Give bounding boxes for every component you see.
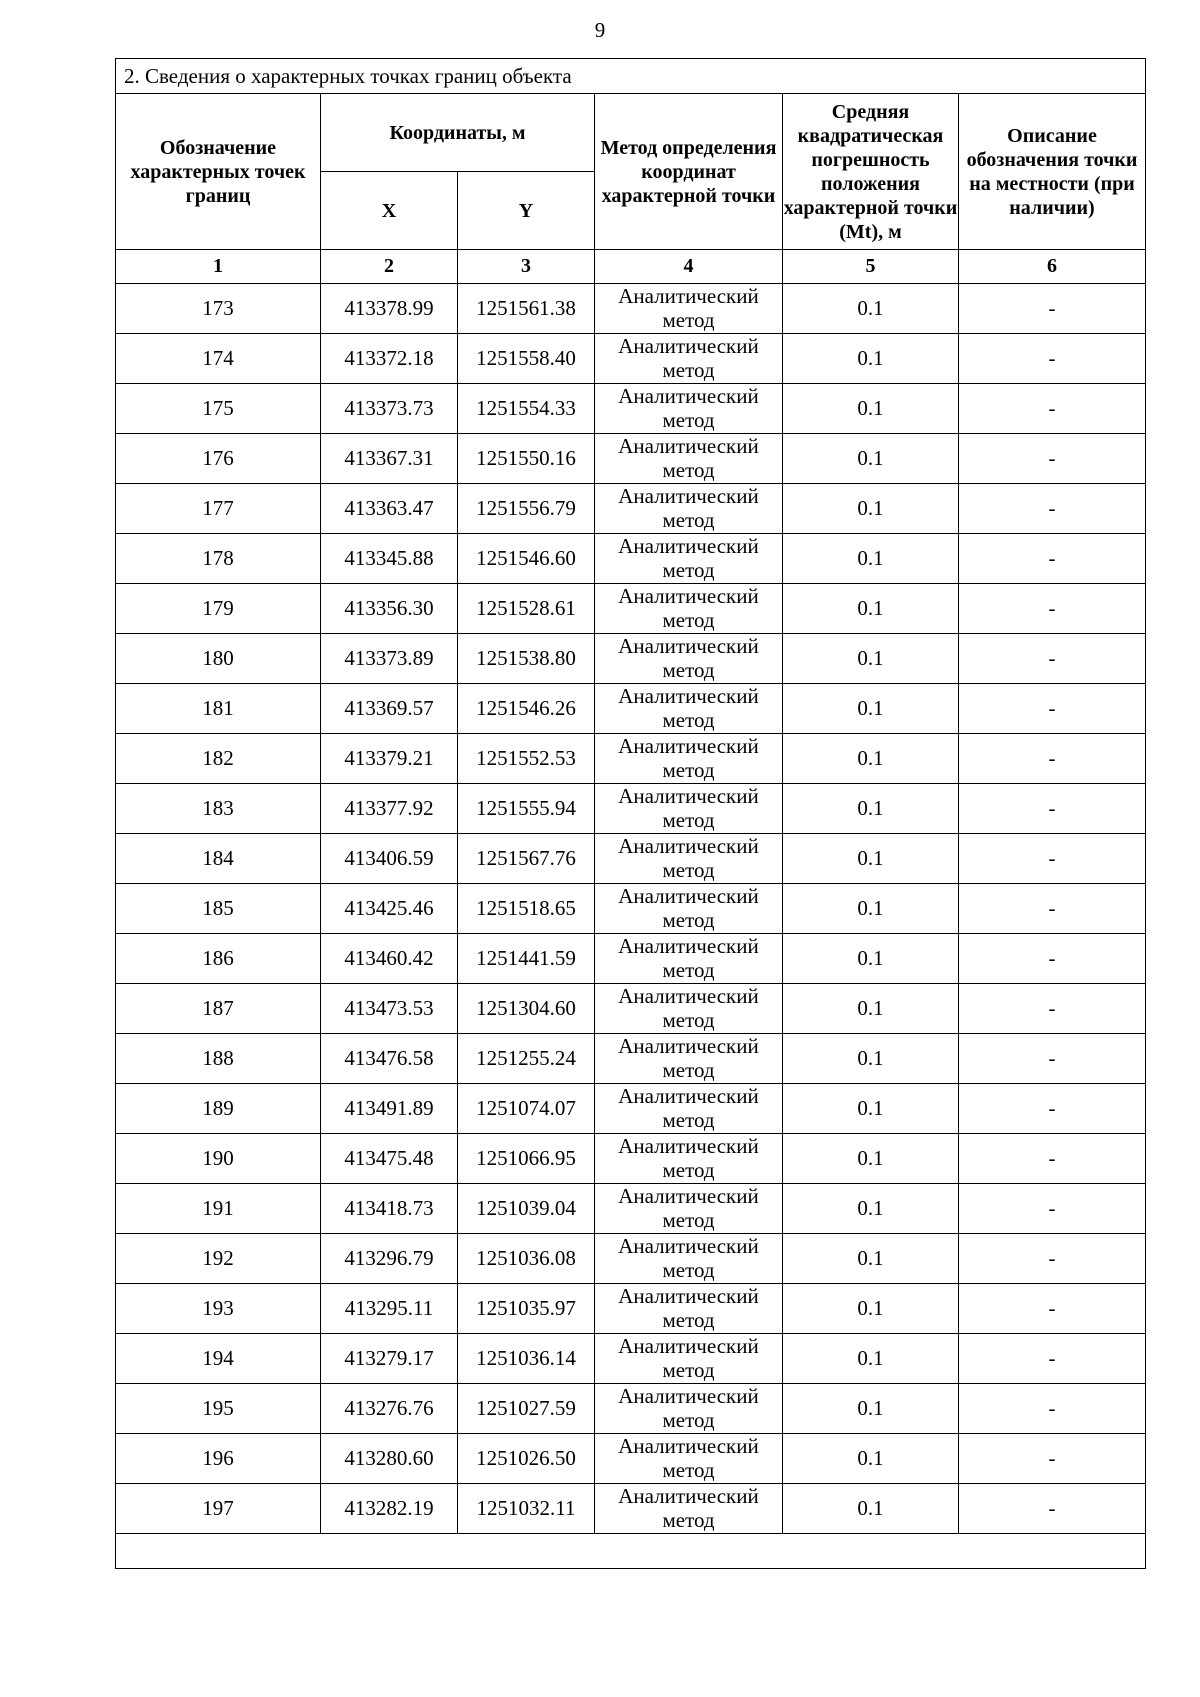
y-coordinate-cell: 1251026.50 (458, 1434, 595, 1484)
point-number-cell: 173 (116, 284, 321, 334)
method-cell: Аналитический метод (595, 384, 783, 434)
y-coordinate-cell: 1251554.33 (458, 384, 595, 434)
table-row (116, 1034, 1146, 1084)
description-cell: - (959, 484, 1146, 534)
y-coordinate-cell: 1251035.97 (458, 1284, 595, 1334)
mean-square-error-cell: 0.1 (783, 1284, 959, 1334)
method-cell: Аналитический метод (595, 584, 783, 634)
point-number-cell: 192 (116, 1234, 321, 1284)
x-coordinate-cell: 413406.59 (321, 834, 458, 884)
x-coordinate-cell: 413373.89 (321, 634, 458, 684)
empty-footer-row (116, 1534, 1146, 1569)
method-cell: Аналитический метод (595, 1234, 783, 1284)
method-cell: Аналитический метод (595, 734, 783, 784)
y-coordinate-cell: 1251528.61 (458, 584, 595, 634)
method-cell: Аналитический метод (595, 1034, 783, 1084)
mean-square-error-cell: 0.1 (783, 1034, 959, 1084)
x-coordinate-cell: 413296.79 (321, 1234, 458, 1284)
page-number: 9 (594, 18, 606, 42)
header-method: Метод определения координат характерной точки (595, 94, 783, 250)
x-coordinate-cell: 413367.31 (321, 434, 458, 484)
mean-square-error-cell: 0.1 (783, 584, 959, 634)
x-coordinate-cell: 413279.17 (321, 1334, 458, 1384)
y-coordinate-cell: 1251567.76 (458, 834, 595, 884)
x-coordinate-cell: 413295.11 (321, 1284, 458, 1334)
description-cell: - (959, 734, 1146, 784)
y-coordinate-cell: 1251441.59 (458, 934, 595, 984)
y-coordinate-cell: 1251555.94 (458, 784, 595, 834)
method-cell: Аналитический метод (595, 884, 783, 934)
header-coordinates: Координаты, м (321, 94, 595, 172)
point-number-cell: 175 (116, 384, 321, 434)
description-cell: - (959, 834, 1146, 884)
mean-square-error-cell: 0.1 (783, 1434, 959, 1484)
y-coordinate-cell: 1251546.26 (458, 684, 595, 734)
y-coordinate-cell: 1251036.14 (458, 1334, 595, 1384)
description-cell: - (959, 1284, 1146, 1334)
table-row (116, 734, 1146, 784)
description-cell: - (959, 1384, 1146, 1434)
mean-square-error-cell: 0.1 (783, 784, 959, 834)
point-number-cell: 190 (116, 1134, 321, 1184)
table-row (116, 384, 1146, 434)
x-coordinate-cell: 413460.42 (321, 934, 458, 984)
point-number-cell: 179 (116, 584, 321, 634)
column-number: 1 (116, 250, 321, 284)
x-coordinate-cell: 413425.46 (321, 884, 458, 934)
point-number-cell: 189 (116, 1084, 321, 1134)
x-coordinate-cell: 413280.60 (321, 1434, 458, 1484)
description-cell: - (959, 434, 1146, 484)
table-row (116, 634, 1146, 684)
y-coordinate-cell: 1251304.60 (458, 984, 595, 1034)
description-cell: - (959, 934, 1146, 984)
header-x: X (321, 172, 458, 250)
x-coordinate-cell: 413276.76 (321, 1384, 458, 1434)
mean-square-error-cell: 0.1 (783, 834, 959, 884)
column-numbers-row (116, 250, 1146, 284)
description-cell: - (959, 634, 1146, 684)
column-number: 4 (595, 250, 783, 284)
y-coordinate-cell: 1251546.60 (458, 534, 595, 584)
method-cell: Аналитический метод (595, 784, 783, 834)
point-number-cell: 177 (116, 484, 321, 534)
y-coordinate-cell: 1251550.16 (458, 434, 595, 484)
x-coordinate-cell: 413377.92 (321, 784, 458, 834)
table-row (116, 1234, 1146, 1284)
x-coordinate-cell: 413345.88 (321, 534, 458, 584)
x-coordinate-cell: 413372.18 (321, 334, 458, 384)
table-row (116, 1184, 1146, 1234)
point-number-cell: 188 (116, 1034, 321, 1084)
description-cell: - (959, 684, 1146, 734)
x-coordinate-cell: 413356.30 (321, 584, 458, 634)
method-cell: Аналитический метод (595, 634, 783, 684)
method-cell: Аналитический метод (595, 684, 783, 734)
method-cell: Аналитический метод (595, 834, 783, 884)
method-cell: Аналитический метод (595, 1084, 783, 1134)
mean-square-error-cell: 0.1 (783, 934, 959, 984)
x-coordinate-cell: 413363.47 (321, 484, 458, 534)
table-row (116, 584, 1146, 634)
description-cell: - (959, 534, 1146, 584)
point-number-cell: 196 (116, 1434, 321, 1484)
y-coordinate-cell: 1251558.40 (458, 334, 595, 384)
empty-cell (116, 1534, 1146, 1569)
mean-square-error-cell: 0.1 (783, 434, 959, 484)
description-cell: - (959, 1184, 1146, 1234)
point-number-cell: 184 (116, 834, 321, 884)
description-cell: - (959, 384, 1146, 434)
table-row (116, 1434, 1146, 1484)
method-cell: Аналитический метод (595, 1134, 783, 1184)
point-number-cell: 195 (116, 1384, 321, 1434)
x-coordinate-cell: 413282.19 (321, 1484, 458, 1534)
header-mean-square-error: Средняя квадратическая погрешность положения характерной точки (Mt), м (783, 94, 959, 250)
column-number: 5 (783, 250, 959, 284)
column-number: 3 (458, 250, 595, 284)
table-row (116, 434, 1146, 484)
table-row (116, 1384, 1146, 1434)
table-row (116, 1284, 1146, 1334)
mean-square-error-cell: 0.1 (783, 1084, 959, 1134)
table-row (116, 684, 1146, 734)
method-cell: Аналитический метод (595, 284, 783, 334)
x-coordinate-cell: 413491.89 (321, 1084, 458, 1134)
point-number-cell: 194 (116, 1334, 321, 1384)
table-row (116, 1134, 1146, 1184)
description-cell: - (959, 884, 1146, 934)
point-number-cell: 185 (116, 884, 321, 934)
mean-square-error-cell: 0.1 (783, 1484, 959, 1534)
y-coordinate-cell: 1251518.65 (458, 884, 595, 934)
mean-square-error-cell: 0.1 (783, 384, 959, 434)
method-cell: Аналитический метод (595, 534, 783, 584)
description-cell: - (959, 334, 1146, 384)
header-point-designation: Обозначение характерных точек границ (116, 94, 321, 250)
column-number: 6 (959, 250, 1146, 284)
y-coordinate-cell: 1251032.11 (458, 1484, 595, 1534)
point-number-cell: 186 (116, 934, 321, 984)
y-coordinate-cell: 1251255.24 (458, 1034, 595, 1084)
mean-square-error-cell: 0.1 (783, 1184, 959, 1234)
point-number-cell: 181 (116, 684, 321, 734)
point-number-cell: 180 (116, 634, 321, 684)
y-coordinate-cell: 1251027.59 (458, 1384, 595, 1434)
method-cell: Аналитический метод (595, 934, 783, 984)
y-coordinate-cell: 1251074.07 (458, 1084, 595, 1134)
section-title: 2. Сведения о характерных точках границ объекта (116, 59, 1146, 94)
description-cell: - (959, 784, 1146, 834)
description-cell: - (959, 984, 1146, 1034)
point-number-cell: 178 (116, 534, 321, 584)
table-row (116, 284, 1146, 334)
method-cell: Аналитический метод (595, 984, 783, 1034)
x-coordinate-cell: 413418.73 (321, 1184, 458, 1234)
mean-square-error-cell: 0.1 (783, 1334, 959, 1384)
method-cell: Аналитический метод (595, 434, 783, 484)
point-number-cell: 174 (116, 334, 321, 384)
x-coordinate-cell: 413476.58 (321, 1034, 458, 1084)
mean-square-error-cell: 0.1 (783, 734, 959, 784)
description-cell: - (959, 1084, 1146, 1134)
table-row (116, 534, 1146, 584)
mean-square-error-cell: 0.1 (783, 1234, 959, 1284)
y-coordinate-cell: 1251561.38 (458, 284, 595, 334)
table-row (116, 1484, 1146, 1534)
x-coordinate-cell: 413369.57 (321, 684, 458, 734)
method-cell: Аналитический метод (595, 1334, 783, 1384)
method-cell: Аналитический метод (595, 1184, 783, 1234)
mean-square-error-cell: 0.1 (783, 534, 959, 584)
method-cell: Аналитический метод (595, 484, 783, 534)
mean-square-error-cell: 0.1 (783, 284, 959, 334)
y-coordinate-cell: 1251556.79 (458, 484, 595, 534)
mean-square-error-cell: 0.1 (783, 684, 959, 734)
mean-square-error-cell: 0.1 (783, 1134, 959, 1184)
description-cell: - (959, 1334, 1146, 1384)
x-coordinate-cell: 413373.73 (321, 384, 458, 434)
mean-square-error-cell: 0.1 (783, 484, 959, 534)
point-number-cell: 187 (116, 984, 321, 1034)
point-number-cell: 193 (116, 1284, 321, 1334)
table-row (116, 784, 1146, 834)
y-coordinate-cell: 1251036.08 (458, 1234, 595, 1284)
mean-square-error-cell: 0.1 (783, 1384, 959, 1434)
method-cell: Аналитический метод (595, 1434, 783, 1484)
description-cell: - (959, 1234, 1146, 1284)
header-description: Описание обозначения точки на местности (при наличии) (959, 94, 1146, 250)
point-number-cell: 197 (116, 1484, 321, 1534)
x-coordinate-cell: 413473.53 (321, 984, 458, 1034)
description-cell: - (959, 1034, 1146, 1084)
mean-square-error-cell: 0.1 (783, 634, 959, 684)
description-cell: - (959, 1134, 1146, 1184)
table-row (116, 334, 1146, 384)
table-row (116, 484, 1146, 534)
column-number: 2 (321, 250, 458, 284)
point-number-cell: 183 (116, 784, 321, 834)
description-cell: - (959, 284, 1146, 334)
table-row (116, 934, 1146, 984)
point-number-cell: 182 (116, 734, 321, 784)
description-cell: - (959, 1484, 1146, 1534)
boundary-points-table (115, 58, 1146, 1569)
description-cell: - (959, 584, 1146, 634)
table-row (116, 1084, 1146, 1134)
y-coordinate-cell: 1251552.53 (458, 734, 595, 784)
x-coordinate-cell: 413378.99 (321, 284, 458, 334)
point-number-cell: 191 (116, 1184, 321, 1234)
y-coordinate-cell: 1251538.80 (458, 634, 595, 684)
y-coordinate-cell: 1251039.04 (458, 1184, 595, 1234)
y-coordinate-cell: 1251066.95 (458, 1134, 595, 1184)
header-y: Y (458, 172, 595, 250)
description-cell: - (959, 1434, 1146, 1484)
table-row (116, 1334, 1146, 1384)
mean-square-error-cell: 0.1 (783, 984, 959, 1034)
method-cell: Аналитический метод (595, 1284, 783, 1334)
mean-square-error-cell: 0.1 (783, 884, 959, 934)
method-cell: Аналитический метод (595, 1484, 783, 1534)
table-row (116, 834, 1146, 884)
x-coordinate-cell: 413475.48 (321, 1134, 458, 1184)
method-cell: Аналитический метод (595, 334, 783, 384)
x-coordinate-cell: 413379.21 (321, 734, 458, 784)
table-row (116, 884, 1146, 934)
method-cell: Аналитический метод (595, 1384, 783, 1434)
point-number-cell: 176 (116, 434, 321, 484)
table-row (116, 984, 1146, 1034)
table-body (116, 284, 1146, 1534)
mean-square-error-cell: 0.1 (783, 334, 959, 384)
